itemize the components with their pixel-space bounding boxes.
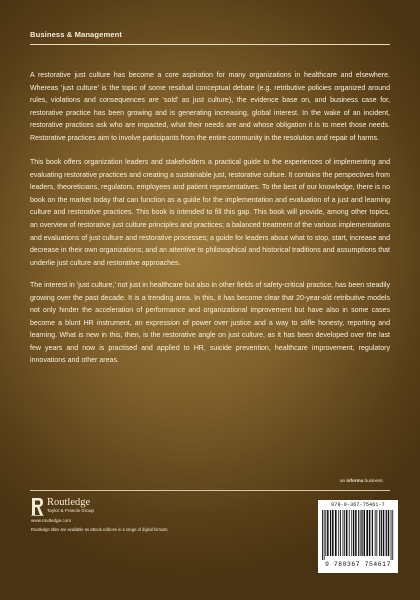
barcode-bar [383, 510, 385, 556]
barcode-bar [332, 510, 334, 556]
barcode-bar [361, 510, 362, 556]
barcode-bar [355, 510, 357, 556]
barcode-bar [322, 510, 323, 560]
barcode-bar [366, 510, 368, 556]
barcode-bar [386, 510, 387, 556]
header-divider [30, 44, 390, 45]
series-label: Business & Management [30, 30, 122, 39]
barcode-bar [392, 510, 393, 560]
back-cover-blurb [30, 70, 390, 378]
blurb-paragraph-3: The interest in ‘just culture,’ not just in healthcare but also in other fields of safety-critical practice, has been steadily growing over the past decade. It is a trending area. In this, it has become clear that 20-year-old retributive models not only hinder the acceleration of performance and organizational improvement but have also in some cases become a blunt HR instrument, an expression of power over justice and a way to stifle honesty, reporting and learning. What is new in this, then, is the restorative angle on just culture, as it has been developed over the last few years and now is practised and applied to HR, suicide prevention, healthcare improvement, regulatory innovations and other areas. [30, 282, 390, 365]
routledge-logo-icon [31, 497, 44, 516]
barcode-bar [324, 510, 325, 560]
barcode-bar [327, 510, 329, 556]
publisher-group: Taylor & Francis Group [47, 508, 94, 513]
blurb-paragraph-2: This book offers organization leaders and stakeholders a practical guide to the experiences of implementing and evaluating restorative practices and creating a sustainable just, restorative culture. It contains the perspectives from leaders, theoreticians, regulators, employees and patient representatives. To the best of our knowledge, there is no book on the market today that can function as a guide for the implementation and evaluation of a just and learning culture and restorative practices. This book is intended to fill this gap. This book will provide, among other topics, an overview of restorative just culture principles and practices; a balanced treatment of the various implementations and evaluations of just culture and restorative processes; a guide for leaders about what to stop, start, increase and decrease in their own organizations; and an attentive to philosophical and historical traditions and assumptions that underlie just culture and restorative approaches. [30, 159, 390, 267]
blurb-paragraph-1: A restorative just culture has become a core aspiration for many organizations in healthcare and elsewhere. Whereas ‘just culture’ is the topic of some residual conceptual debate (e.g. retributive policies organized around rules, violations and consequences are ‘sold’ as just culture), the evidence base on, and business case for, restorative practice has been growing and is generating increasing, global interest. In the wake of an incident, restorative practices ask who are impacted, what their needs are and whose obligation it is to meet those needs. Restorative practices aim to involve participants from the entire community in the resolution and repair of harms. [30, 72, 390, 142]
barcode-bar [375, 510, 376, 556]
barcode-bar [391, 510, 392, 560]
barcode-bar [349, 510, 350, 556]
barcode-bar [330, 510, 331, 556]
barcode-bar [344, 510, 345, 556]
publisher-url: www.routledge.com [31, 518, 72, 523]
barcode-bars [322, 510, 394, 560]
barcode-bar [381, 510, 382, 556]
informa-tagline: an informa business [340, 478, 383, 483]
isbn-barcode [318, 500, 398, 573]
barcode-bar [372, 510, 373, 556]
barcode-bar [379, 510, 380, 556]
publisher-name: Routledge [47, 497, 91, 508]
barcode-bar [376, 510, 377, 556]
isbn-digits: 9 780367 754617 [325, 561, 391, 568]
barcode-bar [388, 510, 390, 556]
barcode-bar [351, 510, 352, 556]
isbn-label: 978-0-367-75461-7 [331, 502, 385, 508]
barcode-bar [369, 510, 371, 556]
barcode-bar [346, 510, 348, 556]
barcode-bar [338, 510, 339, 556]
informa-brand: informa [346, 478, 364, 483]
ebook-note: Routledge titles are available as eBook editions in a range of digital formats [31, 527, 168, 532]
barcode-bar [358, 510, 359, 556]
barcode-bar [340, 510, 341, 556]
footer-divider [30, 490, 390, 491]
barcode-bar [353, 510, 354, 556]
barcode-bar [343, 510, 344, 556]
barcode-bar [325, 510, 326, 556]
barcode-bar [360, 510, 361, 556]
barcode-bar [335, 510, 337, 556]
barcode-bar [363, 510, 365, 556]
